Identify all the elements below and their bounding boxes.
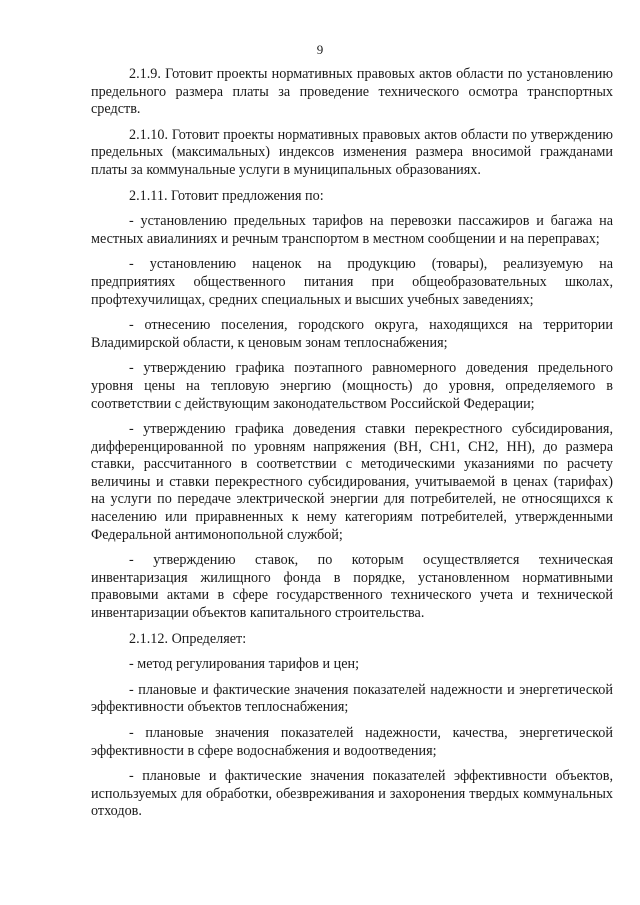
paragraph-2-1-11: 2.1.11. Готовит предложения по:	[129, 187, 324, 204]
list-item: - отнесению поселения, городского округа, находящихся на территории Владимирской области, к ценовым зонам теплоснабжения;	[91, 317, 613, 351]
paragraph-2-1-10: 2.1.10. Готовит проекты нормативных правовых актов области по утверждению предельных (максимальных) индексов изменения размера вносимой гражданами платы за коммунальные услуги в муниципальных образованиях.	[91, 126, 613, 178]
list-item: - утверждению ставок, по которым осуществляется техническая инвентаризация жилищного фонда в порядке, установленном нормативными правовыми актами в сфере государственного технического учета и технической инвентаризации объектов капитального строительства.	[91, 552, 613, 622]
paragraph-2-1-12: 2.1.12. Определяет:	[129, 630, 247, 647]
list-item: - утверждению графика доведения ставки перекрестного субсидирования, дифференцированной по уровням напряжения (ВН, СН1, СН2, НН), до размера ставки, рассчитанного в соответствии с методическими указаниями по расчету величины и ставки перекрестного субсидирования, учитываемой в ценах (тарифах) на услуги по передаче электрической энергии для потребителей, не относящихся к населению или приравненных к нему категориям потребителей, утвержденными Федеральной антимонопольной службой;	[91, 421, 613, 543]
page-number: 9	[316, 42, 324, 57]
list-item: - установлению предельных тарифов на перевозки пассажиров и багажа на местных авиалиниях и речным транспортом в местном сообщении и на переправах;	[91, 213, 613, 247]
list-item: - утверждению графика поэтапного равномерного доведения предельного уровня цены на тепловую энергию (мощность) до уровня, определяемого в соответствии с действующим законодательством Российской Федерации;	[91, 360, 613, 412]
paragraph-2-1-9: 2.1.9. Готовит проекты нормативных правовых актов области по установлению предельного размера платы за проведение технического осмотра транспортных средств.	[91, 66, 613, 118]
list-item: - плановые и фактические значения показателей эффективности объектов, используемых для обработки, обезвреживания и захоронения твердых коммунальных отходов.	[91, 768, 613, 820]
list-item: - плановые и фактические значения показателей надежности и энергетической эффективности объектов теплоснабжения;	[91, 681, 613, 716]
document-body	[91, 66, 613, 829]
list-item: - метод регулирования тарифов и цен;	[129, 656, 360, 673]
list-item: - установлению наценок на продукцию (товары), реализуемую на предприятиях общественного питания при общеобразовательных школах, профтехучилищах, средних специальных и высших учебных заведениях;	[91, 256, 613, 308]
list-item: - плановые значения показателей надежности, качества, энергетической эффективности в сфере водоснабжения и водоотведения;	[91, 725, 613, 759]
